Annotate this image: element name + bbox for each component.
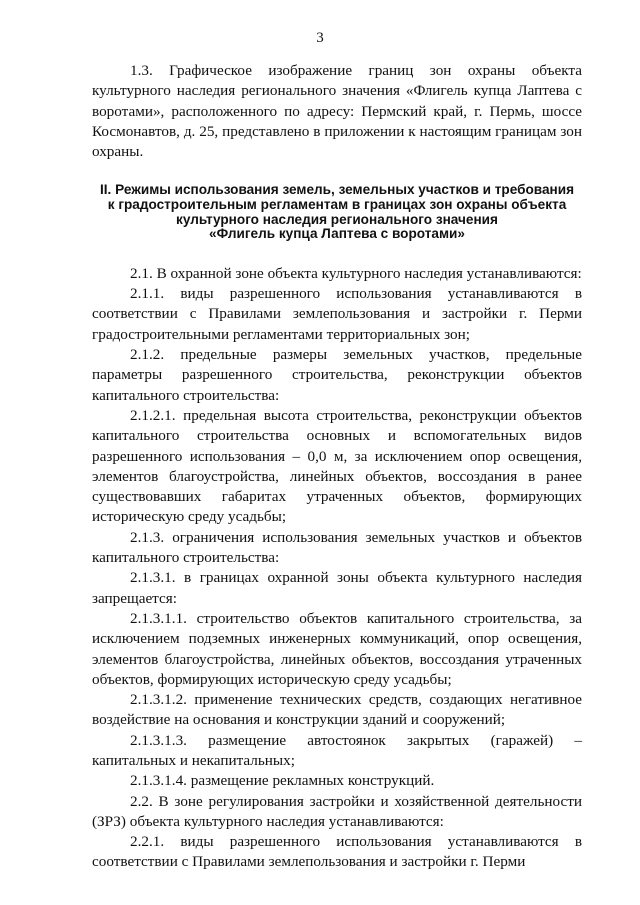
paragraph-2-1-3-1-3: 2.1.3.1.3. размещение автостоянок закрытых (гаражей) – капитальных и некапитальных; [92, 731, 582, 769]
section-title-line: «Флигель купца Лаптева с воротами» [209, 226, 465, 242]
section-title-line: культурного наследия регионального значения [176, 211, 498, 227]
paragraph-2-1-3-1: 2.1.3.1. в границах охранной зоны объекта культурного наследия запрещается: [92, 569, 582, 607]
intro-paragraph: 1.3. Графическое изображение границ зон охраны объекта культурного наследия регионального значения «Флигель купца Лаптева с воротами», расположенного по адресу: Пермский край, г. Пермь, шоссе Космонавтов, д. 25, представлено в приложении к настоящим границам зон охраны. [92, 62, 582, 161]
paragraph-2-1-2: 2.1.2. предельные размеры земельных участков, предельные параметры разрешенного строительства, реконструкции объектов капитального строительства: [92, 346, 582, 404]
page-content [92, 61, 582, 873]
paragraph-2-1-3: 2.1.3. ограничения использования земельных участков и объектов капитального строительства: [92, 528, 582, 567]
paragraph-2-1-3-1-1: 2.1.3.1.1. строительство объектов капитального строительства, за исключением подземных инженерных коммуникаций, опор освещения, элементов благоустройства, линейных объектов, воссоздания утраченных объектов, формирующих историческую среду усадьбы; [92, 609, 582, 688]
paragraph-2-2-1: 2.2.1. виды разрешенного использования устанавливаются в соответствии с Правилами землепользования и застройки г. Перми [92, 833, 582, 871]
paragraph-2-1: 2.1. В охранной зоне объекта культурного наследия устанавливаются: [130, 264, 582, 282]
section-title-line: II. Режимы использования земель, земельных участков и требования [99, 182, 575, 198]
paragraph-2-1-2-1: 2.1.2.1. предельная высота строительства, реконструкции объектов капитального строительства основных и вспомогательных видов разрешенного использования – 0,0 м, за исключением опор освещения, элементов благоустройства, линейных объектов, воссоздания в ранее существовавших габаритах утраченных объектов, формирующих историческую среду усадьбы; [92, 406, 582, 526]
section-title [92, 183, 582, 241]
section-title-line: к градостроительным регламентам в границах зон охраны объекта [107, 197, 567, 213]
paragraph-2-1-3-1-4: 2.1.3.1.4. размещение рекламных конструкций. [130, 772, 435, 790]
paragraph-2-1-3-1-2: 2.1.3.1.2. применение технических средств, создающих негативное воздействие на основания и конструкции зданий и сооружений; [92, 691, 582, 729]
paragraph-2-1-1: 2.1.1. виды разрешенного использования устанавливаются в соответствии с Правилами землепользования и застройки г. Перми градостроительными регламентами территориальных зон; [92, 285, 582, 343]
page-number: 3 [316, 30, 324, 46]
paragraph-2-2: 2.2. В зоне регулирования застройки и хозяйственной деятельности (ЗРЗ) объекта культурного наследия устанавливаются: [92, 792, 582, 830]
